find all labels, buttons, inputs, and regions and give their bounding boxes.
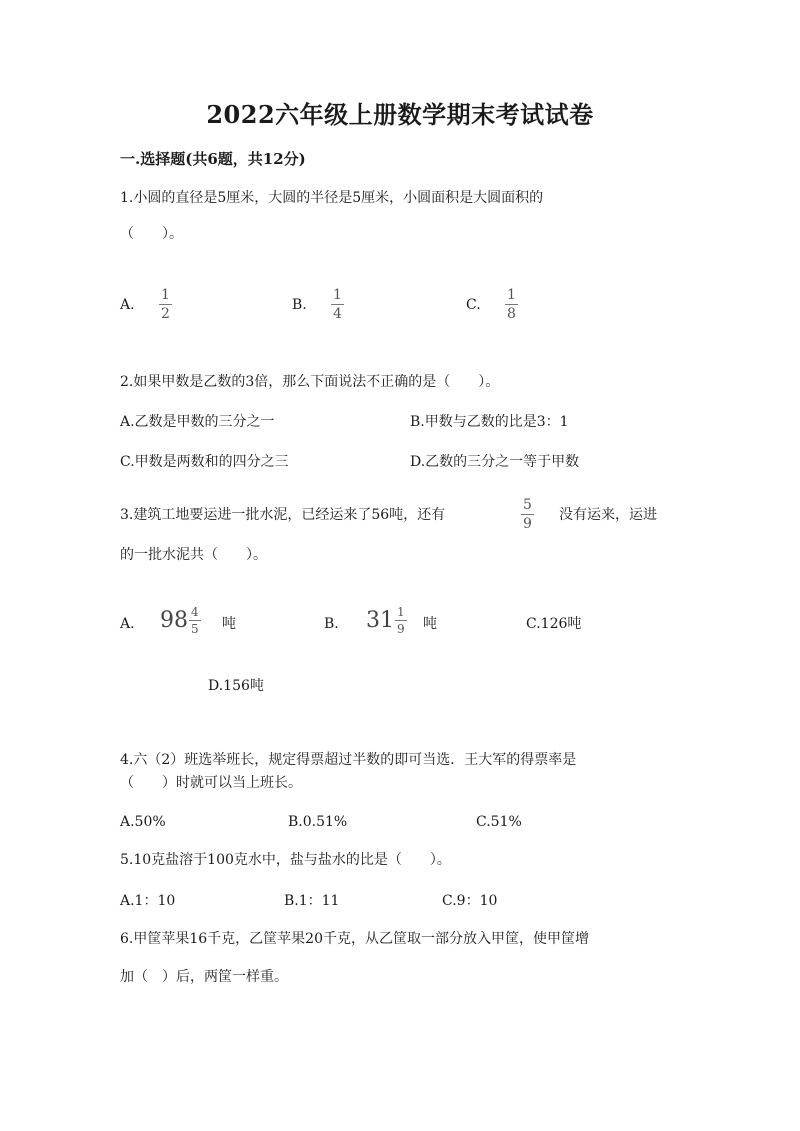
- q1-option-b-label: B.: [292, 297, 307, 313]
- q5-option-c: C.9：10: [442, 893, 498, 909]
- q1-option-c-fraction: [505, 288, 518, 321]
- q1-option-a-label: A.: [120, 297, 135, 313]
- q3-stem-fraction: [521, 498, 534, 531]
- fraction-bar: [395, 620, 407, 621]
- fraction-numerator: 5: [523, 497, 532, 513]
- q5-stem: 5.10克盐溶于100克水中，盐与盐水的比是（ ）。: [120, 852, 451, 868]
- q1-option-a-fraction: [159, 288, 172, 321]
- q3-option-b-label: B.: [324, 616, 339, 632]
- fraction-bar: [189, 620, 201, 621]
- fraction-numerator: 4: [191, 605, 199, 619]
- q3-stem-part1: 3.建筑工地要运进一批水泥，已经运来了56吨，还有: [120, 507, 446, 523]
- fraction-numerator: 1: [507, 287, 516, 303]
- fraction-bar: [521, 514, 534, 515]
- q3-stem-line2: 的一批水泥共（ ）。: [120, 547, 267, 563]
- fraction-denominator: 2: [161, 306, 170, 322]
- q1-stem-line1: 1.小圆的直径是5厘米，大圆的半径是5厘米，小圆面积是大圆面积的: [120, 190, 544, 206]
- q1-stem-line2: （ ）。: [120, 226, 183, 242]
- q3-option-b-mixed-number: [366, 606, 407, 635]
- q1-option-b-fraction: [331, 288, 344, 321]
- q4-option-b: B.0.51%: [288, 814, 348, 830]
- fraction-numerator: 1: [161, 287, 170, 303]
- page-title: 2022六年级上册数学期末考试试卷: [206, 100, 594, 129]
- q3-option-b-unit: 吨: [423, 616, 437, 632]
- q2-stem: 2.如果甲数是乙数的3倍，那么下面说法不正确的是（ ）。: [120, 374, 500, 390]
- fraction-denominator: 4: [333, 306, 342, 322]
- q5-option-b: B.1：11: [284, 893, 340, 909]
- q4-option-a: A.50%: [120, 814, 166, 830]
- q4-option-c: C.51%: [476, 814, 522, 830]
- fraction-bar: [331, 304, 344, 305]
- q2-option-d: D.乙数的三分之一等于甲数: [410, 454, 580, 470]
- q3-option-a-mixed-number: [160, 606, 201, 635]
- q3-option-d: D.156吨: [208, 678, 264, 694]
- q6-stem-line1: 6.甲筐苹果16千克，乙筐苹果20千克，从乙筐取一部分放入甲筐，使甲筐增: [120, 931, 589, 947]
- fraction-denominator: 8: [507, 306, 516, 322]
- q3-option-a-unit: 吨: [222, 616, 236, 632]
- q4-stem-line2: （ ）时就可以当上班长。: [120, 775, 302, 791]
- fraction-denominator: 9: [523, 516, 532, 532]
- mixed-whole: 98: [160, 608, 188, 633]
- q3-option-c: C.126吨: [526, 616, 582, 632]
- mixed-fraction: [189, 606, 201, 635]
- fraction-numerator: 1: [333, 287, 342, 303]
- fraction-numerator: 1: [397, 605, 405, 619]
- mixed-fraction: [395, 606, 407, 635]
- fraction-bar: [505, 304, 518, 305]
- mixed-whole: 31: [366, 608, 394, 633]
- fraction-denominator: 9: [397, 622, 405, 636]
- q1-option-c-label: C.: [466, 297, 481, 313]
- q6-stem-line2: 加（ ）后，两筐一样重。: [120, 969, 288, 985]
- fraction-bar: [159, 304, 172, 305]
- section-heading: 一.选择题(共6题，共12分): [120, 150, 306, 168]
- q5-option-a: A.1：10: [120, 893, 176, 909]
- q3-stem-part2: 没有运来，运进: [559, 507, 657, 523]
- q2-option-b: B.甲数与乙数的比是3：1: [410, 414, 569, 430]
- q2-option-a: A.乙数是甲数的三分之一: [120, 414, 275, 430]
- q4-stem-line1: 4.六（2）班选举班长，规定得票超过半数的即可当选．王大军的得票率是: [120, 752, 577, 768]
- q3-option-a-label: A.: [120, 616, 135, 632]
- fraction-denominator: 5: [191, 622, 199, 636]
- q2-option-c: C.甲数是两数和的四分之三: [120, 454, 289, 470]
